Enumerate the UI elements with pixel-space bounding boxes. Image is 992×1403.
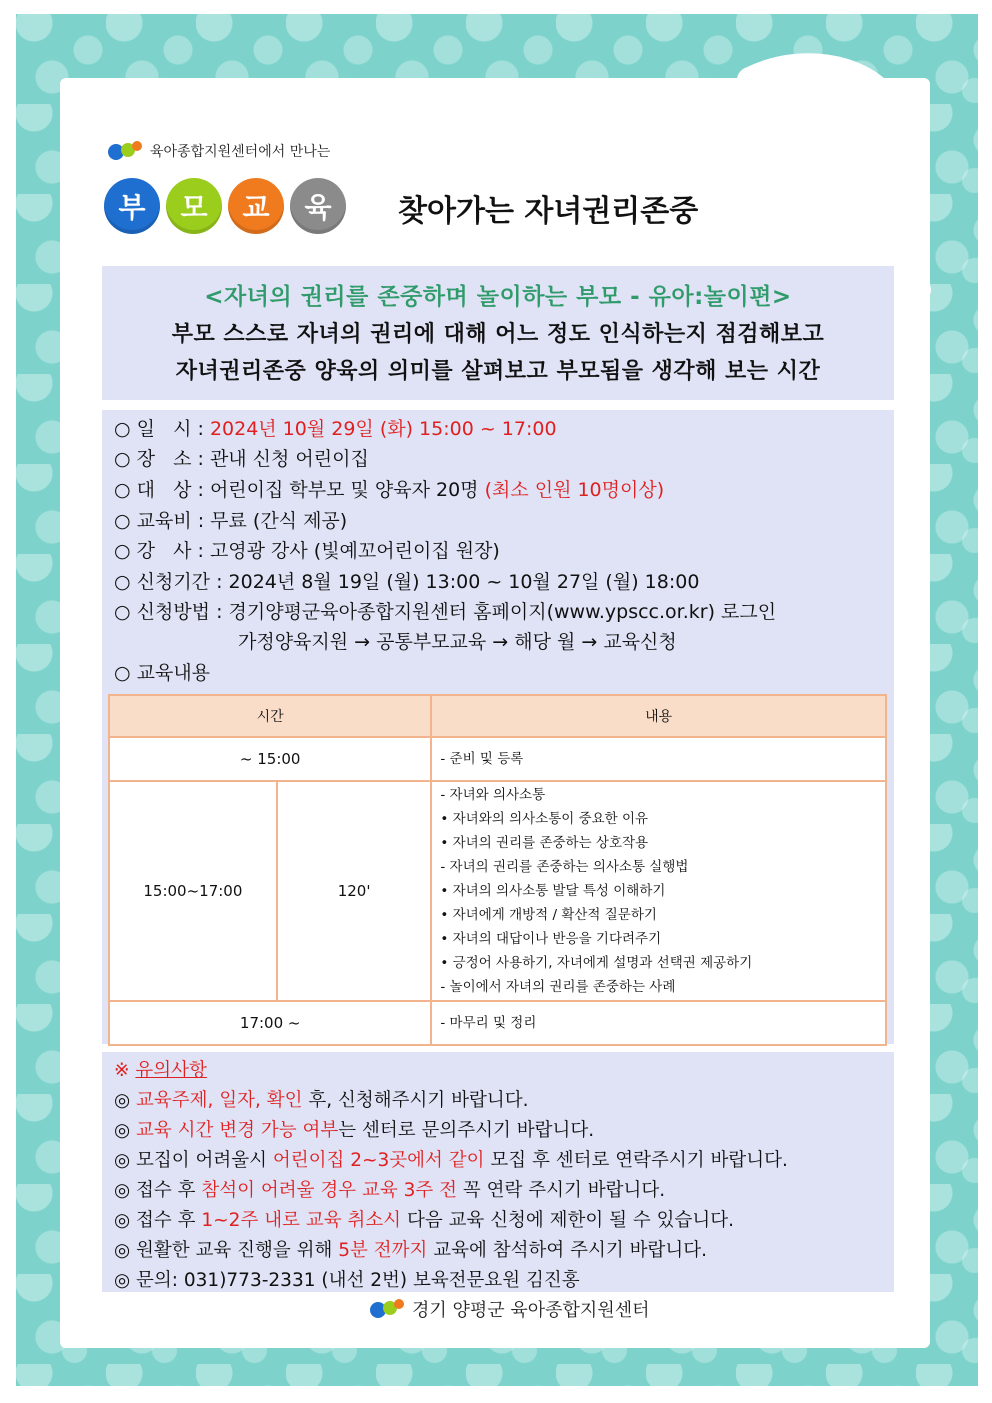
date-label: ○ 일 시 : [114, 418, 210, 440]
row2-time: 15:00~17:00 [109, 781, 277, 1001]
badge-yuk: 육 [290, 178, 346, 234]
content-line: - 자녀의 권리를 존중하는 의사소통 실행법 [440, 859, 689, 875]
intro-box [102, 266, 894, 400]
note-highlight: 1~2주 내로 교육 취소시 [201, 1210, 402, 1231]
info-place [114, 444, 369, 471]
note-highlight: 5분 전까지 [338, 1240, 428, 1261]
note-text: 모집이 어려울시 [136, 1150, 273, 1171]
brand-header [106, 136, 330, 166]
content-line: - 자녀와 의사소통 [440, 787, 546, 803]
note-highlight: 교육 시간 변경 가능 여부 [136, 1120, 339, 1141]
fee-label: ○ 교육비 : [114, 510, 211, 532]
target-note: (최소 인원 10명이상) [484, 479, 665, 501]
footer [368, 1294, 650, 1324]
lecturer-label: ○ 강 사 : [114, 540, 210, 562]
badge-bu: 부 [104, 178, 160, 234]
note-bullet: ◎ [114, 1150, 137, 1171]
place-value: 관내 신청 어린이집 [209, 448, 369, 470]
info-method [114, 597, 776, 624]
note-item [114, 1176, 665, 1202]
notes-box [102, 1052, 894, 1292]
content-line: • 자녀와의 의사소통이 중요한 이유 [440, 811, 649, 827]
note-bullet: ◎ [114, 1240, 137, 1261]
row1-time: ~ 15:00 [109, 737, 431, 781]
info-lecturer [114, 536, 500, 563]
row3-time: 17:00 ~ [109, 1001, 431, 1045]
target-value: 어린이집 학부모 및 양육자 20명 [209, 479, 485, 501]
contact-text: 문의: 031)773-2331 (내선 2번) 보육전문요원 김진홍 [136, 1270, 580, 1291]
row1-content: - 준비 및 등록 [431, 737, 886, 781]
intro-line-1: 부모 스스로 자녀의 권리에 대해 어느 정도 인식하는지 점검해보고 [171, 322, 825, 347]
notes-title-mark: ※ [114, 1060, 136, 1081]
intro-line-2: 자녀권리존중 양육의 의미를 살펴보고 부모됨을 생각해 보는 시간 [175, 359, 821, 384]
note-text: 접수 후 [136, 1180, 202, 1201]
note-item [114, 1266, 580, 1292]
note-text: 꼭 연락 주시기 바랍니다. [457, 1180, 666, 1201]
note-bullet: ◎ [114, 1090, 137, 1111]
badge-gyo: 교 [228, 178, 284, 234]
footer-org-name: 경기 양평군 육아종합지원센터 [412, 1300, 650, 1321]
table-row [109, 781, 886, 1001]
row3-content: - 마무리 및 정리 [431, 1001, 886, 1045]
content-line: • 자녀의 대답이나 반응을 기다려주기 [440, 931, 662, 947]
target-label: ○ 대 상 : [114, 479, 210, 501]
period-value: 2024년 8월 19일 (월) 13:00 ~ 10월 27일 (월) 18:00 [228, 571, 700, 593]
method-label: ○ 신청방법 : [114, 601, 229, 623]
note-item [114, 1086, 529, 1112]
row2-duration: 120' [277, 781, 432, 1001]
content-line: • 자녀의 권리를 존중하는 상호작용 [440, 835, 649, 851]
content-line: • 자녀에게 개방적 / 확산적 질문하기 [440, 907, 657, 923]
fee-value: 무료 (간식 제공) [210, 510, 348, 532]
program-subtitle: <자녀의 권리를 존중하며 놀이하는 부모 - 유아:놀이편> [204, 284, 792, 310]
center-logo-icon [368, 1294, 406, 1324]
method-path: 가정양육지원 → 공통부모교육 → 해당 월 → 교육신청 [238, 631, 677, 653]
note-highlight: 참석이 어려울 경우 교육 3주 전 [201, 1180, 458, 1201]
note-bullet: ◎ [114, 1270, 137, 1291]
note-bullet: ◎ [114, 1180, 137, 1201]
note-text: 교육에 참석하여 주시기 바랍니다. [427, 1240, 708, 1261]
header-content: 내용 [431, 695, 886, 737]
note-highlight: 교육주제, 일자, 확인 [136, 1090, 303, 1111]
note-text: 모집 후 센터로 연락주시기 바랍니다. [484, 1150, 788, 1171]
notes-title [114, 1056, 207, 1082]
note-item [114, 1146, 788, 1172]
note-bullet: ◎ [114, 1120, 137, 1141]
content-label: ○ 교육내용 [114, 662, 211, 684]
note-text: 원활한 교육 진행을 위해 [136, 1240, 339, 1261]
page-title: 찾아가는 자녀권리존중 [398, 194, 699, 229]
note-item [114, 1236, 707, 1262]
row2-content [431, 781, 886, 1001]
note-text: 후, 신청해주시기 바랍니다. [302, 1090, 529, 1111]
ribbon-decoration-icon [690, 40, 950, 300]
method-value: 경기양평군육아종합지원센터 홈페이지(www.ypscc.or.kr) 로그인 [228, 601, 777, 623]
table-row [109, 1001, 886, 1045]
note-highlight: 어린이집 2~3곳에서 같이 [272, 1150, 485, 1171]
table-row [109, 737, 886, 781]
note-bullet: ◎ [114, 1210, 137, 1231]
table-header-row [109, 695, 886, 737]
note-text: 접수 후 [136, 1210, 202, 1231]
date-value: 2024년 10월 29일 (화) 15:00 ~ 17:00 [209, 418, 557, 440]
place-label: ○ 장 소 : [114, 448, 210, 470]
lecturer-value: 고영광 강사 (빛예꼬어린이집 원장) [209, 540, 500, 562]
note-item [114, 1206, 734, 1232]
content-line: - 놀이에서 자녀의 권리를 존중하는 사례 [440, 979, 676, 995]
info-fee [114, 506, 347, 533]
parent-education-badges [104, 178, 346, 234]
content-line: • 긍정어 사용하기, 자녀에게 설명과 선택권 제공하기 [440, 955, 753, 971]
brand-text: 육아종합지원센터에서 만나는 [150, 144, 331, 160]
content-line: • 자녀의 의사소통 발달 특성 이해하기 [440, 883, 666, 899]
period-label: ○ 신청기간 : [114, 571, 229, 593]
center-logo-icon [106, 136, 144, 166]
notes-title-text: 유의사항 [135, 1060, 207, 1081]
info-period [114, 567, 699, 594]
header-time: 시간 [109, 695, 431, 737]
info-date [114, 414, 557, 441]
note-text: 다음 교육 신청에 제한이 될 수 있습니다. [401, 1210, 735, 1231]
note-text: 는 센터로 문의주시기 바랍니다. [338, 1120, 595, 1141]
note-item [114, 1116, 594, 1142]
info-target [114, 475, 664, 502]
schedule-table [108, 694, 887, 1046]
info-box [102, 410, 894, 1044]
badge-mo: 모 [166, 178, 222, 234]
